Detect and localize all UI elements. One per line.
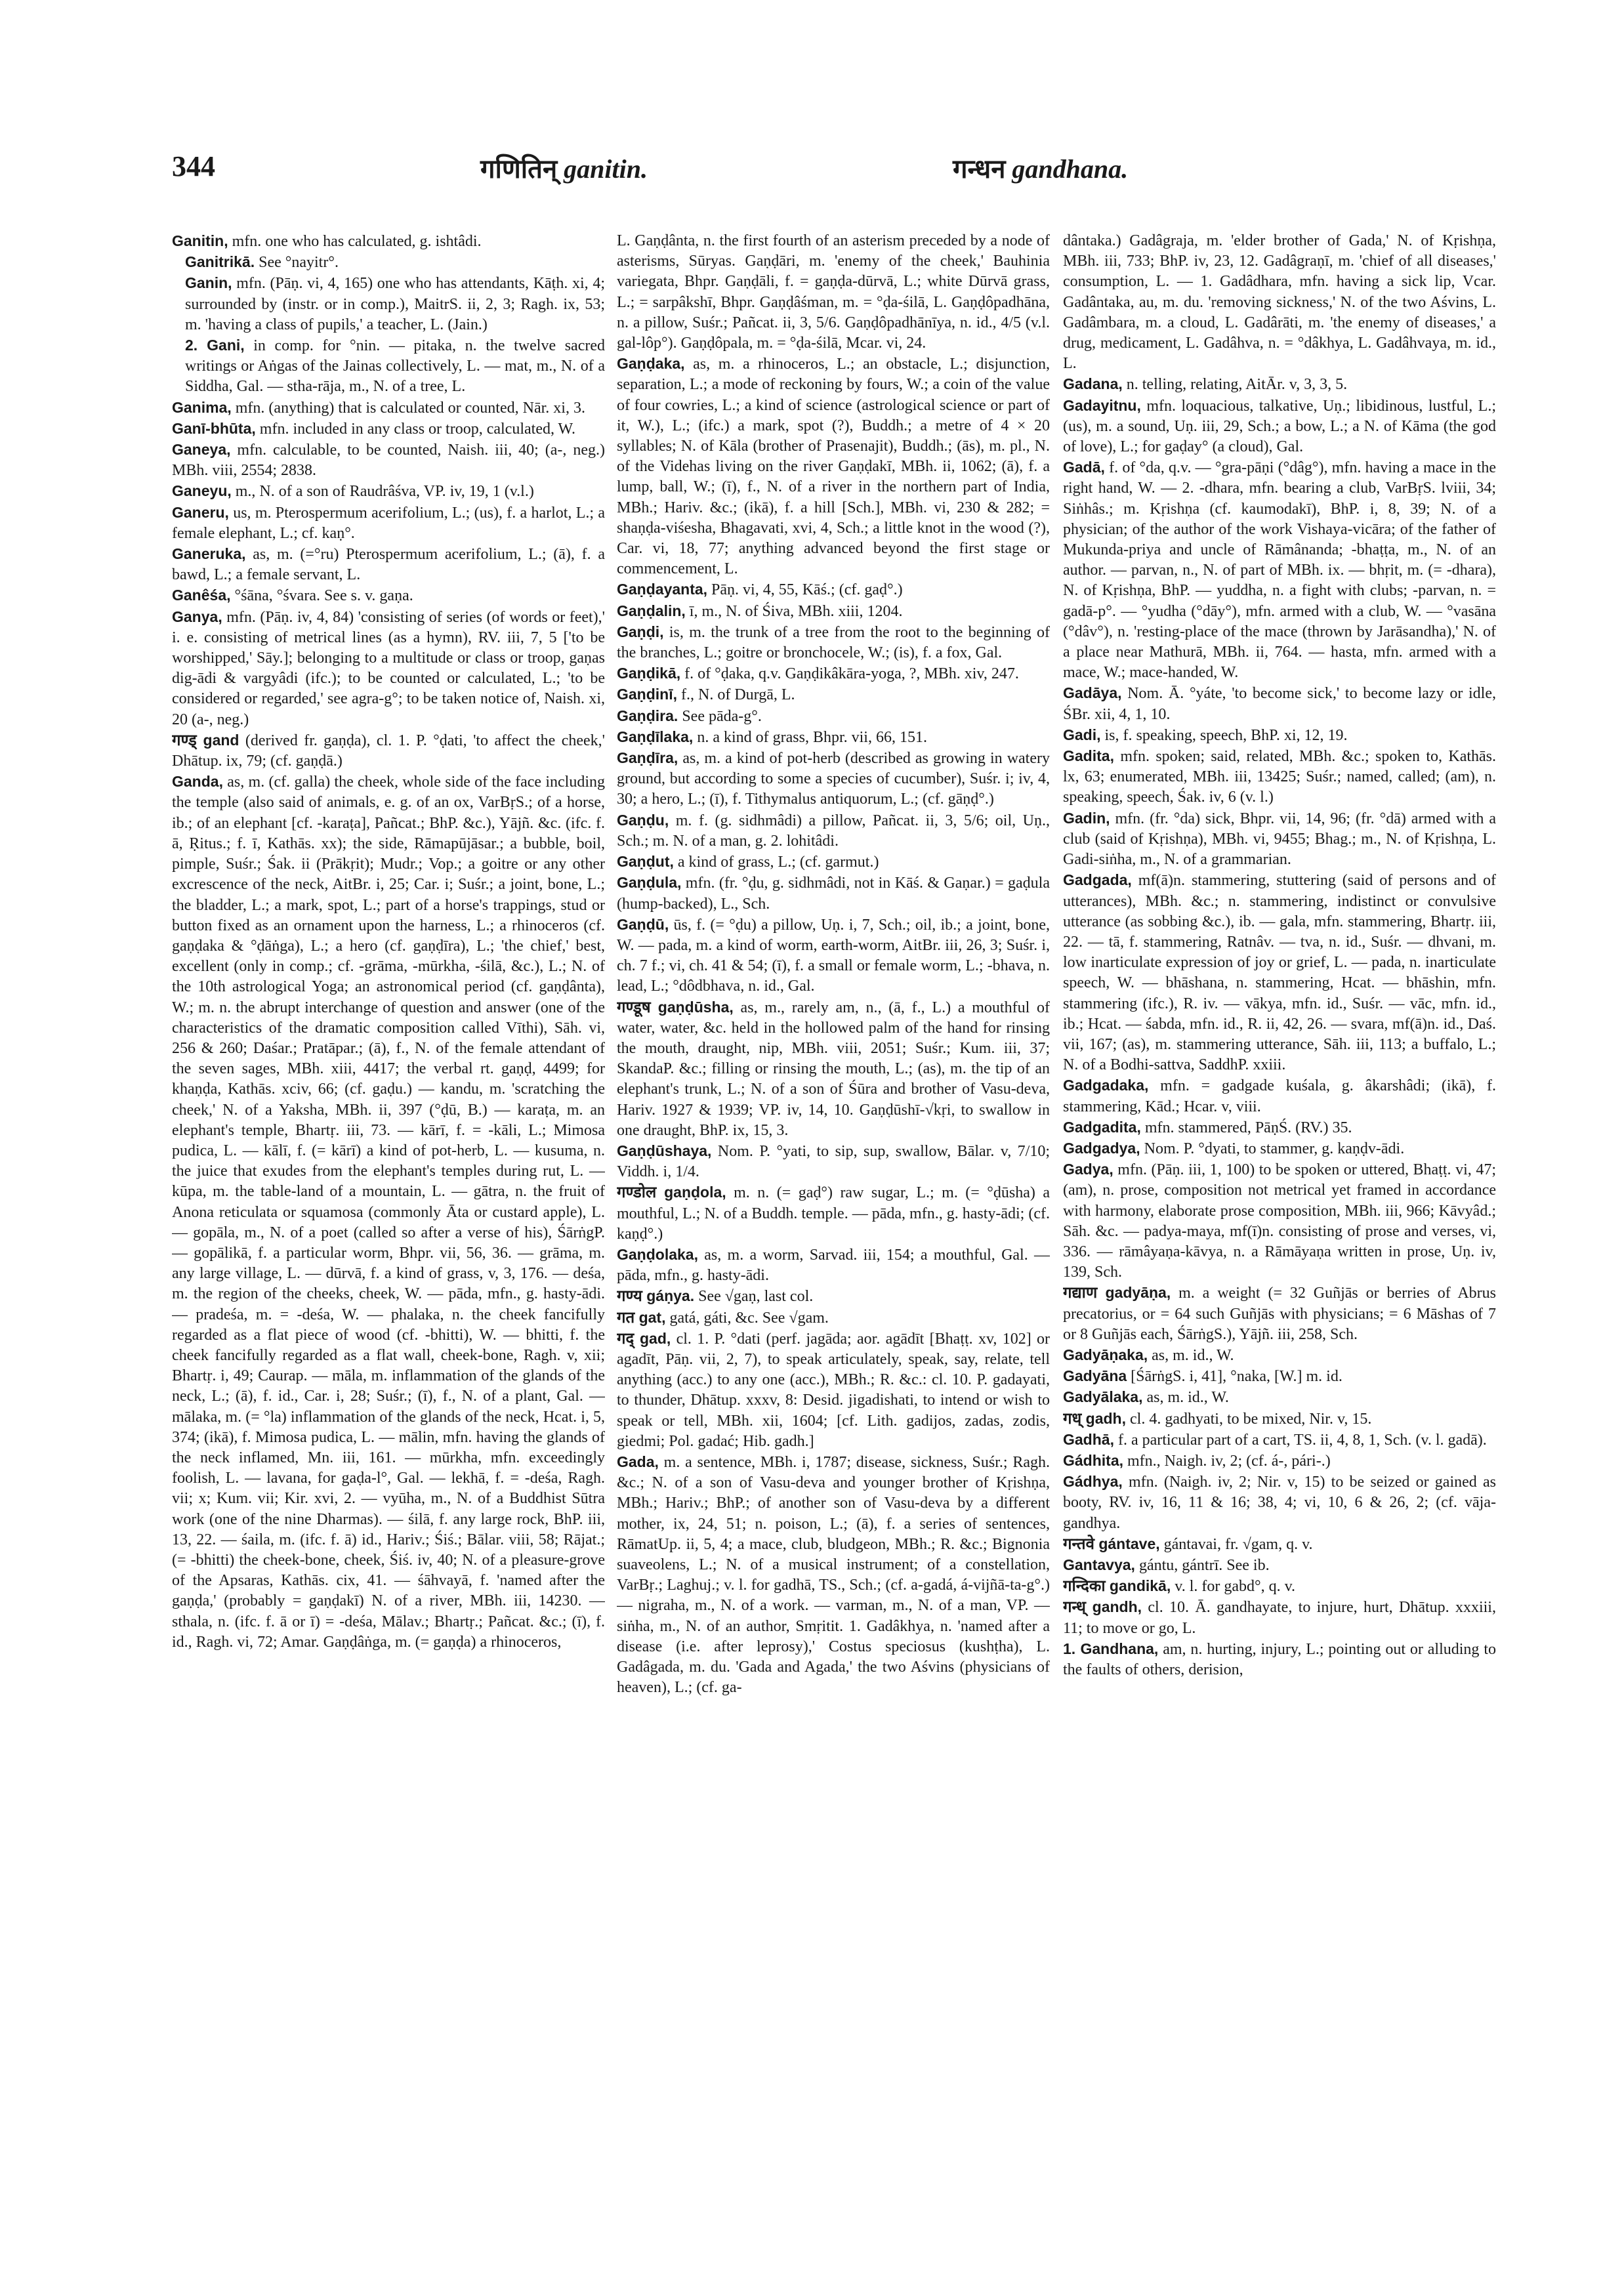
entry-definition: °śāna, °śvara. See s. v. gaṇa. [230,587,413,605]
entry-headword: Gaṇḍi, [617,623,664,640]
dictionary-entry [1063,231,1496,374]
dictionary-entry [1063,746,1496,808]
dictionary-entry [1063,1451,1496,1472]
entry-devanagari: गण्डोल [617,1184,657,1202]
entry-definition: mfn. spoken; said, related, MBh. &c.; spoken to, Kathās. lx, 63; enumerated, MBh. iii, 13425; Suśr.; named, called; (am), n. speaking, speech, Śak. iv, 6 (v. l.) [1063,748,1496,806]
entry-headword: Gaṇḍalin, [617,602,686,619]
entry-headword: Gadi, [1063,726,1101,743]
entry-headword: Gadhā, [1063,1430,1114,1448]
entry-headword: Ganya, [172,608,222,625]
dictionary-entry [617,997,1050,1141]
entry-devanagari: गन्ध् [1063,1599,1086,1617]
entry-headword: Gaṇḍira. [617,707,678,724]
dictionary-entry [617,354,1050,579]
dictionary-entry [617,579,1050,600]
dictionary-entry [172,544,605,585]
entry-headword: 2. Gani, [185,337,245,354]
entry-definition: Nom. P. °yati, to sip, sup, swallow, Bālar. v, 7/10; Viddh. i, 1/4. [617,1142,1050,1181]
entry-headword: Gadgadita, [1063,1118,1141,1136]
column-1 [172,231,605,2258]
dictionary-entry [617,1329,1050,1452]
entry-definition: mfn. one who has calculated, g. ishtâdi. [228,233,482,250]
entry-definition: n. telling, relating, AitĀr. v, 3, 3, 5. [1122,376,1348,394]
entry-definition: cl. 10. Ā. gandhayate, to injure, hurt, Dhātup. xxxiii, 11; to move or go, L. [1063,1599,1496,1637]
dictionary-entry [617,1245,1050,1286]
dictionary-entry [1063,1075,1496,1117]
entry-definition: m. a weight (= 32 Guñjās or berries of Abrus precatorius, or = 64 such Guñjās with physicians; = 6 Māshas of 7 or 8 Guñjās each, ŚārṅgS.), Yājñ. iii, 258, Sch. [1063,1285,1496,1343]
left-head-roman: ganitin. [564,154,648,184]
entry-definition: mfn. (Pāṇ. vi, 4, 165) one who has attendants, Kāṭh. xi, 4; surrounded by (instr. or in comp.), MaitrS. ii, 2, 3; Ragh. ix, 53; m. 'having a class of pupils,' a teacher, L. (Jain.) [185,275,605,333]
entry-definition: mfn. included in any class or troop, calculated, W. [255,420,575,438]
dictionary-entry [617,852,1050,873]
dictionary-entry [1063,457,1496,683]
entry-definition: in comp. for °nin. — pitaka, n. the twelve sacred writings or Aṅgas of the Jainas collectively, L. — mat, m., N. of a Siddha, Gal. — stha-rāja, m., N. of a tree, L. [185,337,605,396]
dictionary-entry [1063,1159,1496,1283]
page-number: 344 [172,150,215,182]
entry-definition: mfn. (fr. °da) sick, Bhpr. vii, 14, 96; (fr. °dā) armed with a club (said of Kṛishṇa), MBh. vi, 9455; Bhag.; m., N. of Kṛishṇa, L. Gadi-siṅha, m., N. of a grammarian. [1063,810,1496,869]
right-head-roman: gandhana. [1012,154,1129,184]
entry-devanagari: गध् [1063,1410,1082,1428]
entry-definition: gántavai, fr. √gam, q. v. [1159,1535,1313,1553]
dictionary-entry [617,810,1050,852]
entry-headword: gadyāṇa, [1097,1284,1171,1302]
entry-headword: gáṇya. [642,1287,695,1305]
entry-headword: Gaṇḍinī, [617,686,677,703]
dictionary-entry [1063,1534,1496,1555]
column-3 [1063,231,1496,2258]
dictionary-entry [617,1182,1050,1245]
entry-definition: See √gaṇ, last col. [694,1288,814,1306]
entry-headword: Gaṇḍu, [617,811,669,829]
entry-definition: cl. 4. gadhyati, to be mixed, Nir. v, 15. [1126,1410,1372,1428]
entry-definition: m. a sentence, MBh. i, 1787; disease, sickness, Suśr.; Ragh. &c.; N. of a son of Vasu-deva and younger brother of Kṛishṇa, MBh.; Hariv.; BhP.; of another son of Vasu-deva by a different mother, ix, 24, 51; n. poison, L.; (ā), f. a series of sentences, RāmatUp. ii, 5, 4; a mace, club, bludgeon, MBh.; R. &c.; Bignonia suaveolens, L.; N. of a musical instrument; of a constellation, VarBṛ.; Laghuj.; v. l. for gadhā, TS., Sch.; (cf. a-gadá, á-vijñā-ta-g°.) — nigraha, m., N. of a work. — varman, m., N. of a man, VP. — siṅha, m., N. of an author, Smṛitit. 1. Gadâkhya, n. 'named after a disease (i.e. after leprosy),' Costus speciosus (kushṭha), L. Gadâgada, m. du. 'Gada and Agada,' the two Aśvins (physicians of heaven), L.; (cf. ga- [617,1453,1050,1697]
dictionary-entry [1063,1283,1496,1345]
entry-definition: as, m. id., W. [1148,1346,1234,1364]
entry-headword: Gaṇḍīlaka, [617,728,694,745]
entry-definition: as, m. (cf. galla) the cheek, whole side of the face including the temple (also said of animals, e. g. of an ox, VarBṛS.; of a horse, ib.; of an elephant [cf. -karaṭa], Pañcat.; BhP. &c.), Yājñ. &c. (ifc. f. ā, Ṛitus.; f. ī, Kathās. xx); the side, Rāmapūjāsar.; a bubble, boil, pimple, Suśr.; Śak. ii (Prākṛit); Mudr.; Vop.; a goitre or any other excrescence of the neck, AitBr. i, 25; Car. i; Suśr.; a joint, bone, L.; the bladder, L.; a mark, spot, L.; part of a horse's trappings, stud or button fixed as an ornament upon the harness, L.; a rhinoceros (cf. gaṇḍaka & °ḍāṅga), L.; a hero (cf. gaṇḍīra), L.; 'the chief,' best, excellent (only in comp.; cf. -grāma, -mūrkha, -śilā, &c.), L.; N. of the 10th astrological Yoga; an astronomical period (cf. gaṇḍânta), W.; m. n. the abrupt interchange of question and answer (one of the characteristics of the dramatic composition called Vīthi), Sāh. vi, 256 & 260; Daśar.; Pratāpar.; (ā), f., N. of the female attendant of the seven sages, MBh. xiii, 4417; the verbal rt. gaṇḍ, 4499; for khaṇḍa, Kathās. xciv, 66; (cf. gaḍu.) — kandu, m. 'scratching the cheek,' N. of a Yaksha, MBh. ii, 397 (°ḍū, B.) — karaṭa, m. an elephant's temple, Bhartṛ. iii, 73. — kārī, f. = -kāli, L.; Mimosa pudica, L. — kālī, f. (= kārī) a kind of pot-herb, L. — kusuma, n. the juice that exudes from the elephant's temples during rut, L. — kūpa, m. the table-land of a mountain, L. — gātra, n. the fruit of Anona reticulata or squamosa (commonly Āta or custard apple), L. — gopāla, m., N. of a poet (called so after a verse of his), ŚārṅgP. — gopālikā, f. a particular worm, Bhpr. vii, 56, 36. — grāma, m. any large village, L. — dūrvā, f. a kind of grass, v, 3, 176. — deśa, m. the region of the cheeks, cheek, W. — pāda, mfn., g. hasty-ādi. — pradeśa, m. = -deśa, W. — phalaka, n. the cheek fancifully regarded as a flat piece of wood (cf. -bhitti), W. — bhitti, f. the cheek fancifully regarded as a flat wall, cheek-bone, Ragh. v, xii; Bhartṛ. i, 49; Caurap. — māla, m. inflammation of the glands of the neck, L.; (ā), f. id., Car. i, 28; Suśr.; (ī), f., N. of a plant, Gal. — mālaka, m. (= °la) inflammation of the glands of the neck, Hcat. i, 5, 374; (ikā), f. Mimosa pudica, L. — mālin, mfn. having the glands of the neck inflamed, Mn. iii, 161. — mūrkha, mfn. exceedingly foolish, L. — lavana, for gaḍa-l°, Gal. — lekhā, f. = -deśa, Ragh. vii; x; Kum. vii; Kir. xvi, 2. — vyūha, m., N. of a Buddhist Sūtra work (one of the nine Dharmas). — śilā, f. any large rock, BhP. iii, 13, 22. — śaila, m. (ifc. f. ā) id., Hariv.; Śiś.; Bālar. viii, 58; Rājat.; (= -bhitti) the cheek-bone, cheek, Śiś. iv, 40; N. of a pleasure-grove of the Apsaras, Kathās. cix, 41. — śāhvayā, f. 'named after the gaṇḍa,' (probably = gaṇḍakī) N. of a river, MBh. iii, 14230. — sthala, n. (ifc. f. ā or ī) = -deśa, Mālav.; Bhartṛ.; Pañcat. &c.; (ī), f. id., Ragh. vi, 72; Amar. Gaṇḍâṅga, m. (= gaṇḍa) a rhinoceros, [172,774,605,1651]
entry-headword: gandikā, [1105,1577,1171,1595]
dictionary-entry [172,252,605,273]
entry-headword: Gádhya, [1063,1473,1123,1491]
entry-headword: Gaṇḍīra, [617,749,678,767]
entry-headword: Gadyāna [1063,1367,1127,1385]
dictionary-entry [1063,1576,1496,1597]
entry-headword: Gadāya, [1063,684,1122,702]
dictionary-entry [172,772,605,1653]
dictionary-entry [617,706,1050,727]
entry-headword: Gada, [617,1453,659,1470]
entry-definition: is, m. the trunk of a tree from the root to the beginning of the branches, L.; goitre or bronchocele, W.; (is), f. a fox, Gal. [617,623,1050,662]
dictionary-entry [172,503,605,544]
entry-headword: Gádhita, [1063,1451,1124,1469]
entry-headword: gadh, [1081,1409,1127,1427]
entry-definition: mfn. (Naigh. iv, 2; Nir. v, 15) to be seized or gained as booty, RV. iv, 16, 11 & 16; 38, 4; vi, 10, 6 & 26, 2; (cf. vāja-gandhya. [1063,1474,1496,1532]
dictionary-entry [617,1286,1050,1307]
entry-devanagari: गण्डूष [617,999,651,1016]
entry-definition: f., N. of Durgā, L. [677,686,795,704]
entry-definition: [ŚārṅgS. i, 41], °naka, [W.] m. id. [1127,1368,1343,1386]
dictionary-entry [617,663,1050,684]
dictionary-entry [617,727,1050,748]
entry-headword: Gaṇḍū, [617,915,669,933]
dictionary-entry [617,1141,1050,1182]
entry-definition: as, m. a kind of pot-herb (described as growing in watery ground, but according to some a species of cucumber), Suśr. i; iv, 4, 30; a hero, L.; (ī), f. Tithymalus antiquorum, L.; (cf. gāṇḍ°.) [617,750,1050,808]
dictionary-entry [1063,396,1496,458]
dictionary-entry [617,1308,1050,1329]
entry-definition: See pāda-g°. [678,707,762,725]
entry-definition: a kind of grass, L.; (cf. garmut.) [673,854,879,871]
entry-headword: Ganitrikā. [185,253,255,271]
dictionary-entry [1063,1117,1496,1138]
entry-headword: Ganeyu, [172,482,232,500]
entry-definition: n. a kind of grass, Bhpr. vii, 66, 151. [693,728,927,746]
dictionary-entry [172,231,605,252]
dictionary-entry [1063,1555,1496,1576]
entry-headword: Ganda, [172,773,223,791]
dictionary-entry [1063,1472,1496,1534]
entry-definition: mfn. (Pāṇ. iii, 1, 100) to be spoken or uttered, Bhaṭṭ. vi, 47; (am), n. prose, composition not metrical yet framed in accordance with harmony, elaborate prose composition, MBh. iii, 966; Kāvyâd.; Sāh. &c. — padya-maya, mf(ī)n. consisting of prose and verses, vi, 336. — rāmâyaṇa-kāvya, n. a Rāmāyaṇa written in prose, Uṇ. iv, 139, Sch. [1063,1161,1496,1281]
entry-headword: gand [196,731,239,749]
dictionary-entry [617,684,1050,705]
entry-definition: mfn. stammered, PāṇŚ. (RV.) 35. [1140,1119,1352,1136]
entry-definition: mfn., Naigh. iv, 2; (cf. á-, pári-.) [1123,1452,1331,1470]
entry-definition: Nom. P. °dyati, to stammer, g. kaṇḍv-ādi. [1140,1140,1405,1157]
dictionary-entry [172,398,605,419]
entry-headword: Gaṇḍut, [617,853,674,871]
entry-definition: as, m. a rhinoceros, L.; an obstacle, L.; disjunction, separation, L.; a mode of reckoning by fours, W.; a coin of the value of four cowries, L.; a kind of science (astrological science or part of it, W.), L.; (ifc.) a mark, spot (?), Buddh.; a metre of 4 × 20 syllables; N. of Kāla (brother of Prasenajit), Buddh.; (ās), m. pl., N. of the Videhas living on the river Gaṇḍakī, MBh. ii, 1062; (ā), f. a lump, ball, W.; (ī), f., N. of a river in the northern part of India, MBh.; Hariv. &c.; (ikā), f. a hill [Sch.], MBh. vi, 230 & 282; = shaṇḍa-viśesha, Bhagavati, xvi, 4, Sch.; a little knot in the wood (?), Car. vi, 18, 77; anything advanced beyond the first stage or commencement, L. [617,356,1050,578]
entry-definition: mfn. (Pāṇ. iv, 4, 84) 'consisting of series (of words or feet),' i. e. consisting of metrical lines (as a hymn), RV. iii, 7, 5 ['to be worshipped,' Sāy.]; belonging to a multitude or class or troop, gaṇas dig-ādi & vargyâdi (ifc.); to be counted or calculated, L.; 'to be considered or regarded,' see agra-g°; to be taken notice of, Naish. xi, 20 (a-, neg.) [172,608,605,728]
column-2 [617,231,1050,2258]
entry-definition: cl. 1. P. °dati (perf. jagāda; aor. agādīt [Bhaṭṭ. xv, 102] or agadīt, Pāṇ. vii, 2, 7), to speak articulately, speak, say, relate, tell anything (acc.) to any one (acc.), MBh.; R. &c.: cl. 10. P. gadayati, to thunder, Dhātup. xxxv, 8: Desid. jigadishati, to intend or wish to speak or tell, MBh. xii, 1604; [cf. Lith. gadijos, zadas, zodis, giedmi; Pol. gadać; Hib. gadh.] [617,1330,1050,1450]
dictionary-entry [1063,683,1496,724]
entry-definition: dântaka.) Gadâgraja, m. 'elder brother of Gada,' N. of Kṛishṇa, MBh. iii, 733; BhP. iv, 23, 12. Gadâgraṇī, m. 'chief of all diseases,' consumption, L. — 1. Gadâdhara, mfn. having a sick lip, Vcar. Gadântaka, au, m. du. 'removing sickness,' N. of the two Aśvins, L. Gadâmbara, m. a cloud, L. Gadârāti, m. 'the enemy of diseases,' a drug, medicament, L. Gadâhva, n. = °dâkhya, L. Gadâhvaya, m. id., L. [1063,232,1496,373]
entry-definition: See °nayitr°. [255,254,339,272]
entry-headword: Gadana, [1063,375,1123,393]
entry-definition: as, m. a worm, Sarvad. iii, 154; a mouthful, Gal. — pāda, mfn., g. hasty-ādi. [617,1246,1050,1285]
dictionary-entry [617,1452,1050,1698]
entry-headword: Gadayitnu, [1063,396,1141,414]
dictionary-entry [1063,1345,1496,1366]
entry-headword: Ganeya, [172,441,231,459]
entry-headword: Gadgada, [1063,871,1132,889]
entry-definition: as, m., rarely am, n., (ā, f., L.) a mouthful of water, water, &c. held in the hollowed palm of the hand for rinsing the mouth, draught, nip, MBh. viii, 2051; Suśr.; Kum. iii, 37; SkandaP. &c.; filling or rinsing the mouth, L.; (as), m. the tip of an elephant's trunk, L.; N. of a son of Śūra and brother of Vasu-deva, Hariv. 1927 & 1939; VP. iv, 14, 10. Gaṇḍūshī-√kṛi, to swallow in one draught, BhP. ix, 15, 3. [617,999,1050,1139]
dictionary-entry [172,419,605,440]
dictionary-entry [172,607,605,730]
dictionary-entry [172,585,605,606]
dictionary-entry [1063,1138,1496,1159]
dictionary-entry [617,601,1050,622]
entry-definition: gántu, gántrī. See ib. [1135,1557,1270,1574]
entry-devanagari: गन्दिका [1063,1578,1106,1596]
entry-definition: mfn. (anything) that is calculated or counted, Nār. xi, 3. [231,399,585,417]
entry-headword: gandh, [1085,1598,1142,1616]
entry-headword: gaṇḍola, [656,1184,726,1201]
entry-headword: Gadgadaka, [1063,1077,1149,1094]
dictionary-entry [172,481,605,502]
entry-definition: mfn. = gadgade kuśala, g. âkarshâdi; (ikā), f. stammering, Kād.; Hcar. v, viii. [1063,1077,1496,1115]
dictionary-entry [1063,1639,1496,1680]
right-head-devanagari: गन्धन [953,154,1006,184]
entry-definition: m. n. (= gaḍ°) raw sugar, L.; m. (= °ḍūsha) a mouthful, L.; N. of a Buddh. temple. — pāda, mfn., g. hasty-ādi; (cf. kaṇḍ°.) [617,1184,1050,1243]
entry-definition: Nom. Ā. °yáte, 'to become sick,' to become lazy or idle, ŚBr. xii, 4, 1, 10. [1063,685,1496,723]
entry-headword: Gantavya, [1063,1556,1135,1573]
entry-headword: Gaṇḍula, [617,874,682,892]
entry-definition: L. Gaṇḍânta, n. the first fourth of an asterism preceded by a node of asterisms, Sūryas. Gaṇḍāri, m. 'enemy of the cheek,' Bauhinia variegata, Bhpr. Gaṇḍāli, f. = gaṇḍa-dūrvā, L.; white Dūrvā grass, L.; = sarpâkshī, Bhpr. Gaṇḍâśman, m. = °ḍa-śilā, L. Gaṇḍôpadhāna, n. a pillow, Suśr.; Pañcat. ii, 3, 5/6. Gaṇḍôpadhānīya, n. id., 4/5 (v.l. gal-lôp°). Gaṇḍôpala, m. = °ḍa-śilā, Mcar. vi, 24. [617,232,1050,352]
entry-definition: (derived fr. gaṇḍa), cl. 1. P. °ḍati, 'to affect the cheek,' Dhātup. ix, 79; (cf. gaṇḍā.) [172,732,605,770]
entry-definition: f. a particular part of a cart, TS. ii, 4, 8, 1, Sch. (v. l. gadā). [1114,1431,1487,1449]
entry-definition: mf(ā)n. stammering, stuttering (said of persons and of utterances), MBh. &c.; n. stammering, indistinct or convulsive utterance (as sobbing &c.), ib. — gala, mfn. stammering, Bhartṛ. iii, 22. — tā, f. stammering, Ratnâv. — tva, n. id., Suśr. — dhvani, m. low inarticulate expression of joy or grief, L. — pada, n. inarticulate speech, W. — bhāshana, n. stammering, Hcat. — bhāshin, mfn. stammering (ifc.), R. iv. — vākya, mfn. id., Suśr. — vāc, mfn. id., ib.; Hcat. — śabda, mfn. id., R. ii, 42, 26. — svara, mf(ā)n. id., Daś. vii, 167; (as), m. stammering utterance, Sāh. iii, 113; a buffalo, L.; N. of a Bodhi-sattva, SaddhP. xxiii. [1063,872,1496,1074]
entry-definition: mfn. calculable, to be counted, Naish. iii, 40; (a-, neg.) MBh. viii, 2554; 2838. [172,442,605,480]
entry-definition: gatá, gáti, &c. See √gam. [665,1309,829,1327]
entry-definition: ūs, f. (= °ḍu) a pillow, Uṇ. i, 7, Sch.; oil, ib.; a joint, bone, W. — pada, m. a kind of worm, earth-worm, AitBr. iii, 26, 3; Suśr. i, ch. 7 f.; vi, ch. 41 & 54; (ī), f. a small or female worm, L.; -bhava, n. lead, L.; °dôdbhava, n. id., Gal. [617,916,1050,995]
dictionary-entry [1063,1409,1496,1430]
entry-headword: Gadita, [1063,747,1114,765]
entry-headword: Ganêśa, [172,587,231,604]
entry-headword: Gaṇḍikā, [617,665,681,682]
entry-devanagari: गण्य [617,1288,642,1306]
left-running-head [480,150,648,186]
dictionary-entry [617,915,1050,997]
entry-headword: Ganima, [172,398,232,416]
entry-headword: Gaṇḍolaka, [617,1245,698,1263]
entry-devanagari: गद्याण [1063,1285,1098,1302]
entry-headword: gaṇḍūsha, [650,998,734,1016]
entry-headword: Gaṇḍūshaya, [617,1142,712,1159]
entry-headword: Gadin, [1063,809,1110,827]
entry-definition: mfn. (fr. °ḍu, g. sidhmâdi, not in Kāś. & Gaṇar.) = gaḍula (hump-backed), L., Sch. [617,875,1050,913]
entry-definition: mfn. loquacious, talkative, Uṇ.; libidinous, lustful, L.; (us), m. a sound, Uṇ. iii, 29, Sch.; a bow, L.; a N. of Kāma (the god of love), L.; for gaḍay° (a cloud), Gal. [1063,397,1496,456]
dictionary-entry [1063,725,1496,746]
entry-headword: Gadyālaka, [1063,1388,1143,1406]
entry-definition: v. l. for gabd°, q. v. [1171,1578,1296,1596]
entry-headword: Ganeru, [172,503,229,521]
dictionary-entry [1063,1387,1496,1408]
entry-devanagari: गण्ड् [172,732,197,749]
entry-headword: Gaṇḍaka, [617,355,685,373]
entry-headword: gat, [635,1308,666,1326]
dictionary-entry [1063,808,1496,871]
dictionary-entry [1063,1597,1496,1638]
dictionary-entry [1063,1366,1496,1387]
entry-headword: Gadya, [1063,1161,1114,1178]
dictionary-entry [172,730,605,772]
entry-devanagari: गन्तवे [1063,1535,1094,1553]
page-header [172,150,1451,189]
dictionary-entry [1063,1430,1496,1451]
right-running-head [953,150,1128,186]
dictionary-entry [1063,374,1496,395]
entry-definition: f. of °ḍaka, q.v. Gaṇḍikâkāra-yoga, ?, MBh. xiv, 247. [680,665,1019,683]
entry-definition: m. f. (g. sidhmâdi) a pillow, Pañcat. ii, 3, 5/6; oil, Uṇ., Sch.; m. N. of a man, g. 2. lohitâdi. [617,812,1050,850]
entry-headword: Ganī-bhūta, [172,419,256,437]
entry-devanagari: गद् [617,1330,635,1348]
dictionary-entry [617,748,1050,810]
dictionary-entry [172,440,605,481]
dictionary-entry [617,622,1050,663]
left-head-devanagari: गणितिन् [480,154,558,184]
dictionary-entry [172,273,605,335]
entry-definition: m., N. of a son of Raudrâśva, VP. iv, 19, 1 (v.l.) [231,483,534,501]
entry-headword: Gaṇḍayanta, [617,581,708,598]
entry-headword: Ganin, [185,274,232,292]
entry-headword: Gadgadya, [1063,1139,1140,1157]
entry-definition: ī, m., N. of Śiva, MBh. xiii, 1204. [685,602,903,620]
entry-definition: as, m. id., W. [1142,1389,1229,1407]
entry-headword: Gadā, [1063,459,1105,476]
entry-definition: is, f. speaking, speech, BhP. xi, 12, 19. [1100,726,1348,744]
entry-definition: am, n. hurting, injury, L.; pointing out or alluding to the faults of others, derision, [1063,1640,1496,1679]
entry-definition: Pāṇ. vi, 4, 55, Kāś.; (cf. gaḍ°.) [707,581,903,599]
entry-definition: f. of °da, q.v. — °gra-pāṇi (°dâg°), mfn. having a mace in the right hand, W. — 2. -dhara, mfn. bearing a club, VarBṛS. lviii, 34; Siṅhâs.; m. Kṛishṇa (cf. kaumodakī), BhP. i, 8, 39; N. of a physician; of the author of the work Vishaya-vicāra; of the father of Mukunda-priya and uncle of Rāmânanda; -bhaṭṭa, m., N. of an author. — parvan, n., N. of part of MBh. ix. — bhṛit, m. (= -dhara), N. of Kṛishṇa, BhP. — yuddha, n. a fight with clubs; -parvan, n. = gadā-p°. — °yudha (°dāy°), mfn. armed with a club, W. — °vasāna (°dâv°), n. 'resting-place of the mace (thrown by Jarāsandha),' N. of a place near Mathurā, MBh. ii, 764. — hasta, mfn. armed with a mace, W.; mace-handed, W. [1063,459,1496,682]
entry-definition: as, m. (=°ru) Pterospermum acerifolium, L.; (ā), f. a bawd, L.; a female servant, L. [172,546,605,584]
entry-headword: gántave, [1094,1535,1160,1552]
dictionary-entry [617,231,1050,354]
entry-definition: us, m. Pterospermum acerifolium, L.; (us), f. a harlot, L.; a female elephant, L.; cf. kaṇ°. [172,504,605,542]
entry-headword: Ganeruka, [172,545,246,563]
entry-headword: gad, [634,1329,671,1347]
entry-devanagari: गत [617,1309,635,1327]
entry-headword: Ganitin, [172,232,228,249]
dictionary-entry [172,335,605,398]
entry-headword: Gadyāṇaka, [1063,1346,1148,1363]
dictionary-entry [1063,870,1496,1075]
entry-headword: 1. Gandhana, [1063,1640,1159,1657]
dictionary-entry [617,873,1050,914]
